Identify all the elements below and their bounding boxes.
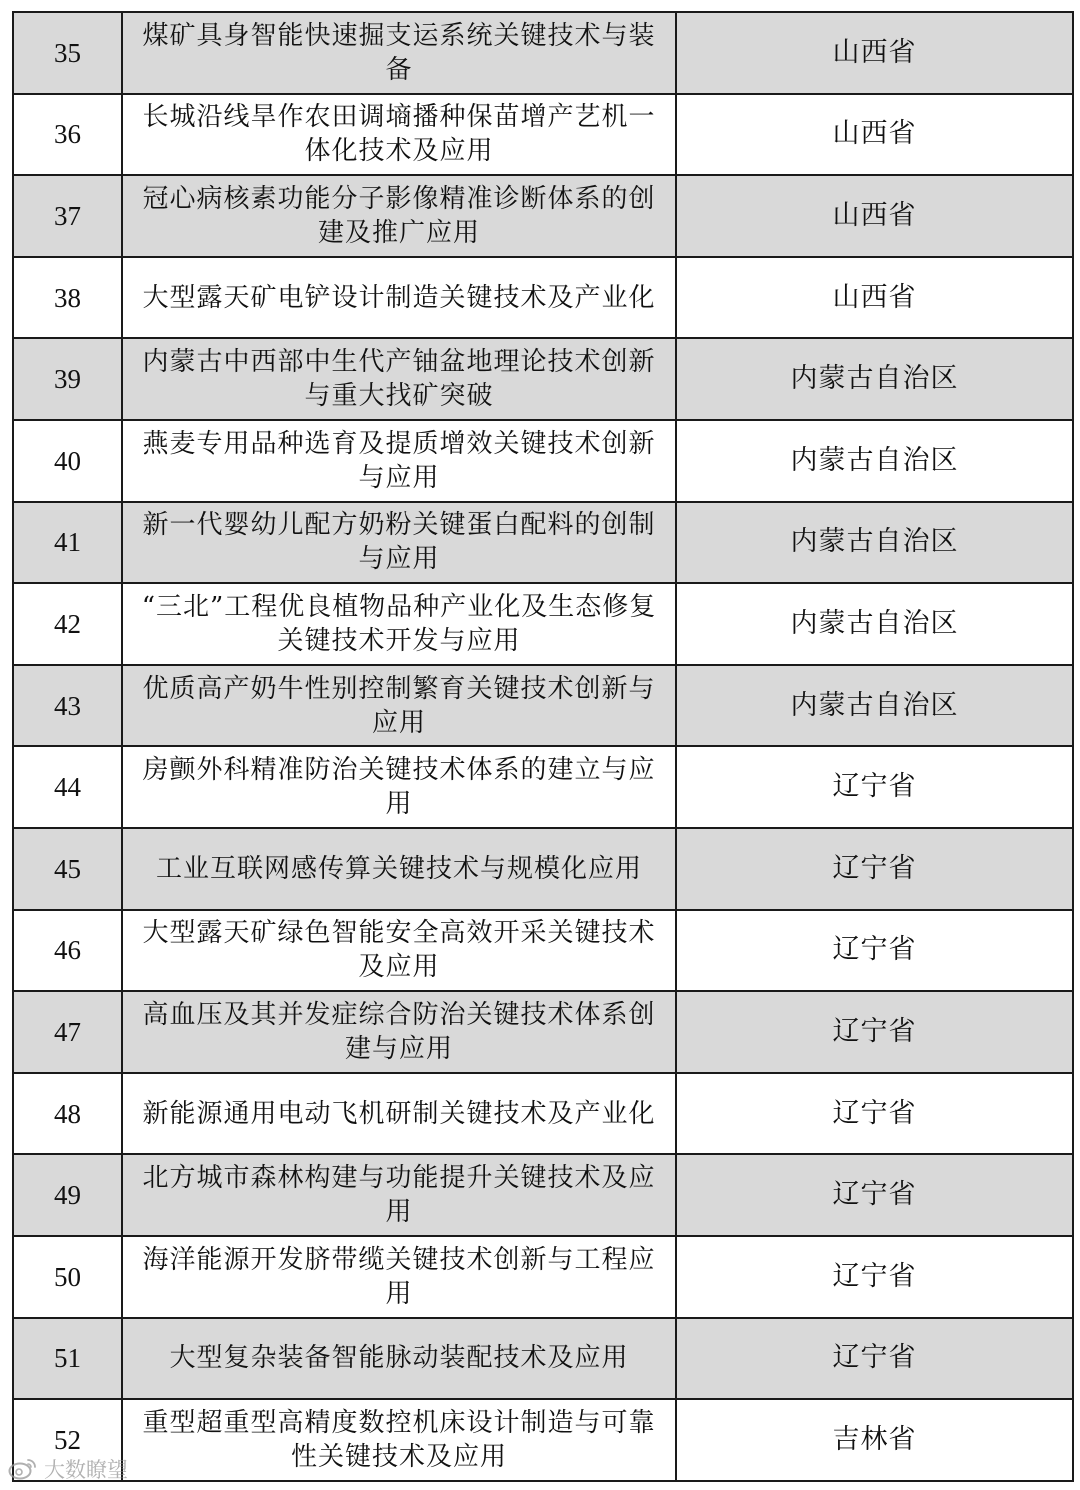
row-number-cell: 49 [13, 1154, 122, 1236]
watermark-text: 大数瞭望 [44, 1458, 128, 1482]
table-row [13, 1154, 1073, 1236]
project-name-cell: “三北”工程优良植物品种产业化及生态修复关键技术开发与应用 [122, 583, 676, 665]
project-table-body [13, 12, 1073, 1481]
row-number-cell: 46 [13, 910, 122, 992]
project-name-cell: 长城沿线旱作农田调墒播种保苗增产艺机一体化技术及应用 [122, 94, 676, 176]
project-name-cell: 北方城市森林构建与功能提升关键技术及应用 [122, 1154, 676, 1236]
project-name-cell: 房颤外科精准防治关键技术体系的建立与应用 [122, 746, 676, 828]
row-number-cell: 52 [13, 1399, 122, 1481]
province-cell: 山西省 [676, 12, 1073, 94]
table-row [13, 94, 1073, 176]
table-row [13, 746, 1073, 828]
row-number-cell: 44 [13, 746, 122, 828]
project-name-cell: 大型露天矿电铲设计制造关键技术及产业化 [122, 257, 676, 339]
table-row [13, 665, 1073, 747]
province-cell: 山西省 [676, 257, 1073, 339]
province-cell: 吉林省 [676, 1399, 1073, 1481]
row-number-cell: 42 [13, 583, 122, 665]
project-name-cell: 工业互联网感传算关键技术与规模化应用 [122, 828, 676, 910]
table-row [13, 910, 1073, 992]
province-cell: 山西省 [676, 94, 1073, 176]
project-name-cell: 内蒙古中西部中生代产铀盆地理论技术创新与重大找矿突破 [122, 338, 676, 420]
province-cell: 辽宁省 [676, 828, 1073, 910]
project-name-cell: 优质高产奶牛性别控制繁育关键技术创新与应用 [122, 665, 676, 747]
row-number-cell: 47 [13, 991, 122, 1073]
project-name-cell: 高血压及其并发症综合防治关键技术体系创建与应用 [122, 991, 676, 1073]
table-row [13, 502, 1073, 584]
table-row [13, 1318, 1073, 1400]
table-row [13, 991, 1073, 1073]
row-number-cell: 41 [13, 502, 122, 584]
project-name-cell: 冠心病核素功能分子影像精准诊断体系的创建及推广应用 [122, 175, 676, 257]
table-row [13, 828, 1073, 910]
table-row [13, 175, 1073, 257]
row-number-cell: 51 [13, 1318, 122, 1400]
project-name-cell: 大型露天矿绿色智能安全高效开采关键技术及应用 [122, 910, 676, 992]
project-name-cell: 燕麦专用品种选育及提质增效关键技术创新与应用 [122, 420, 676, 502]
row-number-cell: 36 [13, 94, 122, 176]
province-cell: 内蒙古自治区 [676, 338, 1073, 420]
row-number-cell: 37 [13, 175, 122, 257]
project-table [12, 11, 1074, 1482]
project-name-cell: 煤矿具身智能快速掘支运系统关键技术与装备 [122, 12, 676, 94]
project-name-cell: 海洋能源开发脐带缆关键技术创新与工程应用 [122, 1236, 676, 1318]
province-cell: 内蒙古自治区 [676, 502, 1073, 584]
table-row [13, 583, 1073, 665]
row-number-cell: 39 [13, 338, 122, 420]
row-number-cell: 45 [13, 828, 122, 910]
table-row [13, 1073, 1073, 1155]
row-number-cell: 38 [13, 257, 122, 339]
province-cell: 内蒙古自治区 [676, 665, 1073, 747]
project-name-cell: 大型复杂装备智能脉动装配技术及应用 [122, 1318, 676, 1400]
province-cell: 辽宁省 [676, 910, 1073, 992]
table-row [13, 1399, 1073, 1481]
province-cell: 辽宁省 [676, 991, 1073, 1073]
province-cell: 内蒙古自治区 [676, 583, 1073, 665]
project-name-cell: 新一代婴幼儿配方奶粉关键蛋白配料的创制与应用 [122, 502, 676, 584]
province-cell: 山西省 [676, 175, 1073, 257]
row-number-cell: 50 [13, 1236, 122, 1318]
province-cell: 辽宁省 [676, 746, 1073, 828]
province-cell: 内蒙古自治区 [676, 420, 1073, 502]
project-name-cell: 重型超重型高精度数控机床设计制造与可靠性关键技术及应用 [122, 1399, 676, 1481]
row-number-cell: 35 [13, 12, 122, 94]
table-row [13, 1236, 1073, 1318]
province-cell: 辽宁省 [676, 1154, 1073, 1236]
table-row [13, 338, 1073, 420]
table-row [13, 420, 1073, 502]
table-row [13, 12, 1073, 94]
province-cell: 辽宁省 [676, 1073, 1073, 1155]
row-number-cell: 43 [13, 665, 122, 747]
table-row [13, 257, 1073, 339]
project-name-cell: 新能源通用电动飞机研制关键技术及产业化 [122, 1073, 676, 1155]
province-cell: 辽宁省 [676, 1236, 1073, 1318]
row-number-cell: 40 [13, 420, 122, 502]
row-number-cell: 48 [13, 1073, 122, 1155]
province-cell: 辽宁省 [676, 1318, 1073, 1400]
